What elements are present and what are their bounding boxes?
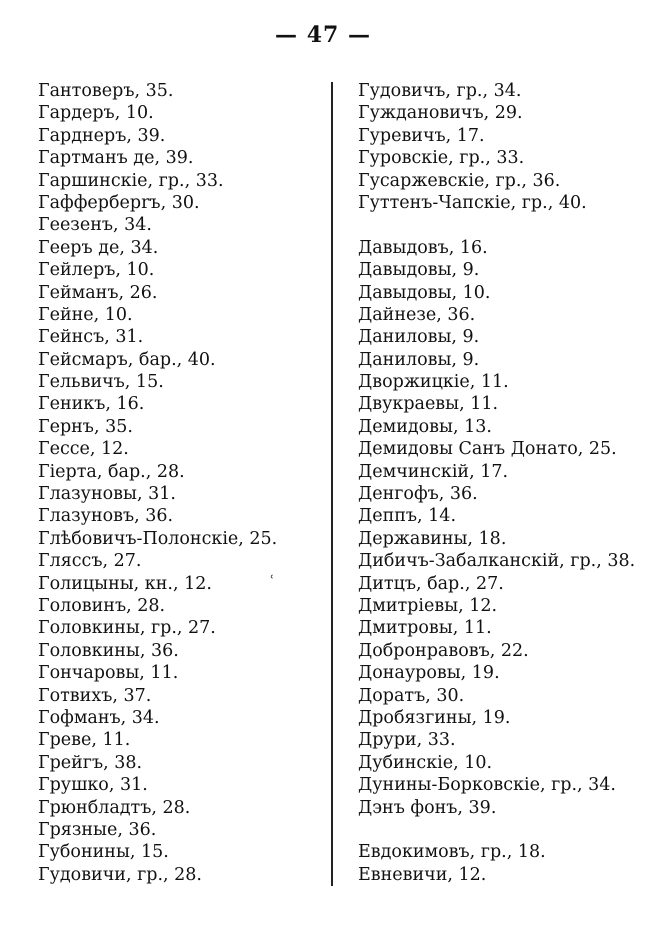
index-entry: Глѣбовичъ-Полонскіе, 25. — [38, 528, 278, 549]
index-entry: Дайнезе, 36. — [358, 304, 476, 325]
index-entry: Демчинскій, 17. — [358, 461, 509, 482]
index-entry: Гуровскіе, гр., 33. — [358, 148, 525, 169]
index-entry: Демидовы Санъ Донато, 25. — [358, 439, 617, 460]
index-entry: Дмитріевы, 12. — [358, 595, 498, 616]
index-entry: Грушко, 31. — [38, 775, 148, 796]
index-entry: Геникъ, 16. — [38, 394, 145, 415]
index-entry: Гейманъ, 26. — [38, 282, 158, 303]
section-gap — [358, 214, 628, 236]
index-entry: Дэнъ фонъ, 39. — [358, 797, 497, 818]
index-entry: Доратъ, 30. — [358, 685, 465, 706]
index-entry: Гончаровы, 11. — [38, 663, 179, 684]
index-entry: Губонины, 15. — [38, 842, 169, 863]
index-entry: Донауровы, 19. — [358, 663, 500, 684]
index-entry: Головкины, 36. — [38, 640, 179, 661]
index-entry: Глазуновы, 31. — [38, 484, 176, 505]
index-entry: Гейсмаръ, бар., 40. — [38, 349, 216, 370]
index-entry: Двукраевы, 11. — [358, 394, 499, 415]
index-entry: Державины, 18. — [358, 528, 507, 549]
index-column-left — [38, 80, 328, 886]
index-entry: Дубинскіе, 10. — [358, 752, 493, 773]
page-number: — 47 — — [275, 22, 371, 48]
index-entry: Гафферберrъ, 30. — [38, 192, 200, 213]
index-entry: Давыдовъ, 16. — [358, 237, 488, 258]
index-entry: Гудовичи, гр., 28. — [38, 864, 202, 885]
index-entry: Дробязгины, 19. — [358, 707, 511, 728]
index-entry: Гарднеръ, 39. — [38, 125, 166, 146]
index-entry: Гартманъ де, 39. — [38, 148, 194, 169]
index-entry: Евдокимовъ, гр., 18. — [358, 842, 546, 863]
index-entry: Гляссъ, 27. — [38, 551, 142, 572]
index-entry: Друри, 33. — [358, 730, 456, 751]
index-entry: Давыдовы, 9. — [358, 260, 480, 281]
index-entry: Дворжицкіе, 11. — [358, 372, 509, 393]
index-entry: Денгофъ, 36. — [358, 484, 478, 505]
index-entry: Даниловы, 9. — [358, 327, 480, 348]
index-entry: Гейне, 10. — [38, 304, 133, 325]
index-entry: Грейгъ, 38. — [38, 752, 143, 773]
index-entry: Гусаржевскіе, гр., 36. — [358, 170, 561, 191]
index-entry: Гуттенъ-Чапскіе, гр., 40. — [358, 192, 587, 213]
index-entry: Деппъ, 14. — [358, 506, 457, 527]
index-entry: Греве, 11. — [38, 730, 131, 751]
index-entry: Гантоверъ, 35. — [38, 81, 174, 101]
index-entry: Гудовичъ, гр., 34. — [358, 81, 522, 101]
index-entry: Гейлеръ, 10. — [38, 260, 155, 281]
index-entry: Гуждановичъ, 29. — [358, 103, 523, 124]
column-divider — [331, 82, 333, 886]
index-entry: Евневичи, 12. — [358, 864, 487, 885]
index-entry: Гессе, 12. — [38, 439, 129, 460]
index-entry: Дибичъ-Забалканскій, гр., 38. — [358, 551, 636, 572]
index-entry: Геeръ де, 34. — [38, 237, 159, 258]
index-column-right — [358, 80, 636, 886]
index-entry: Дунины-Борковскіе, гр., 34. — [358, 775, 616, 796]
index-entry: Грюнбладтъ, 28. — [38, 797, 191, 818]
index-entry: Давыдовы, 10. — [358, 282, 491, 303]
index-entry: Гіерта, бар., 28. — [38, 461, 185, 482]
index-entry: Гаршинскіе, гр., 33. — [38, 170, 224, 191]
index-entry: Дитцъ, бар., 27. — [358, 573, 504, 594]
print-speck: ˓ — [270, 570, 275, 586]
index-entry: Голицыны, кн., 12. — [38, 573, 212, 594]
index-entry: Гофманъ, 34. — [38, 707, 160, 728]
index-entry: Головинъ, 28. — [38, 595, 166, 616]
index-entry: Добронравовъ, 22. — [358, 640, 529, 661]
index-entry: Грязные, 36. — [38, 819, 157, 840]
index-entry: Гуревичъ, 17. — [358, 125, 485, 146]
index-entry: Гельвичъ, 15. — [38, 372, 164, 393]
index-entry: Готвихъ, 37. — [38, 685, 152, 706]
index-entry: Дмитровы, 11. — [358, 618, 492, 639]
index-entry: Головкины, гр., 27. — [38, 618, 216, 639]
section-gap — [358, 819, 628, 841]
index-entry: Геезенъ, 34. — [38, 215, 152, 236]
index-entry: Гейнсъ, 31. — [38, 327, 144, 348]
index-entry: Демидовы, 13. — [358, 416, 492, 437]
index-entry: Гардеръ, 10. — [38, 103, 154, 124]
index-entry: Гернъ, 35. — [38, 416, 133, 437]
index-entry: Даниловы, 9. — [358, 349, 480, 370]
index-entry: Глазуновъ, 36. — [38, 506, 174, 527]
